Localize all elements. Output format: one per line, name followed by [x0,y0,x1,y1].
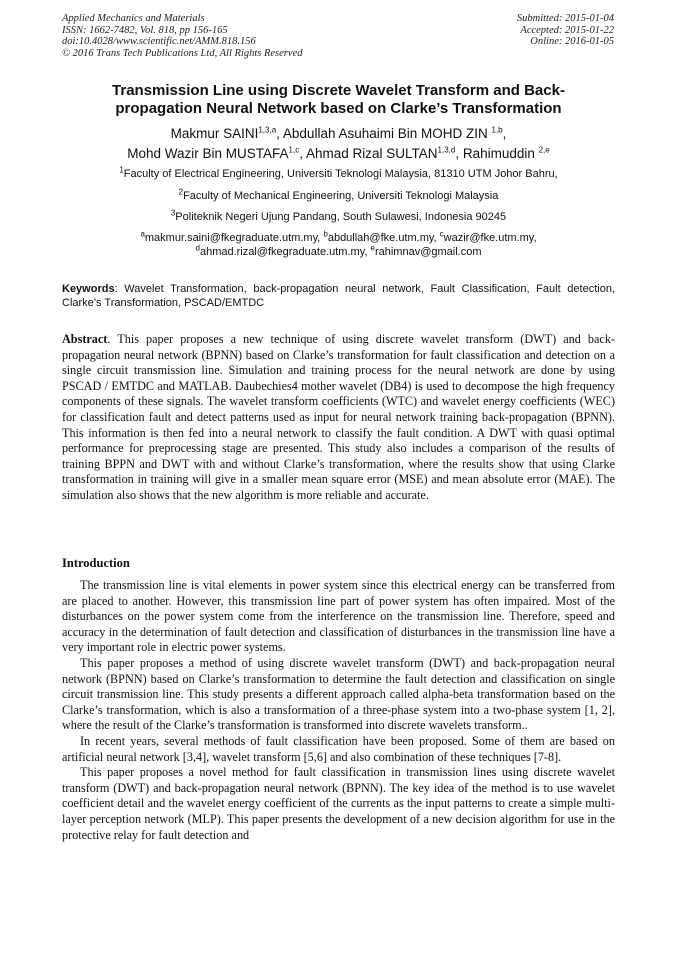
paragraph: In recent years, several methods of fault classification have been proposed. Some of them are based on artificial neural network [3,4], wavelet transform [5,6] and also combination of these techniques [7-8]. [62,733,615,764]
paragraph: This paper proposes a method of using discrete wavelet transform (DWT) and back-propagation neural network (BPNN) based on Clarke’s transformation to determine the fault detection and classification on single circuit transmission line. This study presents a different approach called alpha-beta transformation based on the Clarke’s transformation, which is also a transformation of a three-phase system into a two-phase system [1, 2], where the result of the Clarke’s transformation is transformed into discrete wavelets transform.. [62,655,615,733]
email-sup: e [370,242,375,252]
affiliation-text: Faculty of Electrical Engineering, Universiti Teknologi Malaysia, 81310 UTM Johor Bahru, [123,168,558,180]
email-sup: d [195,242,200,252]
submitted-date: Submitted: 2015-01-04 [516,13,614,24]
email-address: abdullah@fke.utm.my, [327,232,440,244]
keywords-label: Keywords [62,283,115,295]
affiliation-3 [62,208,615,224]
email-sup: c [439,229,444,239]
author-name: Mohd Wazir Bin MUSTAFA [127,146,289,161]
abstract-text: . This paper proposes a new technique of using discrete wavelet transform (DWT) and back-propagation neural network (BPNN) based on Clarke’s transformation for fault classification and detection on a single circuit transmission line. Simulation and training process for the neural network are done by using PSCAD / EMTDC and MATLAB. Daubechies4 mother wavelet (DB4) is used to decompose the high frequency components of these signals. The wavelet transform coefficients (WTC) and wavelet energy coefficients (WEC) for classification fault and detect patterns used as input for neural network training back-propagation (BPNN). This information is then fed into a neural network to classify the fault condition. A DWT with quasi optimal performance for preprocessing stage are presented. This study also includes a comparison of the results of training BPPN and DWT with and without Clarke’s transformation, where the results show that using Clarke transformation in training will give in a smaller mean square error (MSE) and mean absolute error (MAE). The simulation also shows that the new algorithm is more reliable and accurate. [62,332,615,502]
title-line-1: Transmission Line using Discrete Wavelet Transform and Back- [112,82,565,99]
author-sup: 1,b [491,125,503,135]
author-name: , Abdullah Asuhaimi Bin MOHD ZIN [276,126,492,141]
email-address: makmur.saini@fkegraduate.utm.my, [144,232,324,244]
affiliation-text: Faculty of Mechanical Engineering, Universiti Teknologi Malaysia [183,190,499,202]
keywords [62,283,615,310]
title-line-2: propagation Neural Network based on Clarke’s Transformation [115,100,562,117]
author-name: , Ahmad Rizal SULTAN [299,146,438,161]
author-name: , Rahimuddin [455,146,539,161]
affiliation-1 [62,165,615,181]
email-sup: a [140,229,145,239]
section-heading: Introduction [62,556,130,570]
email-sup: b [323,229,328,239]
accepted-date: Accepted: 2015-01-22 [520,24,614,36]
journal-name: Applied Mechanics and Materials [62,13,205,24]
author-sup: 1,3,a [258,125,277,135]
introduction-body [62,578,615,843]
journal-info [62,13,302,59]
journal-copyright: © 2016 Trans Tech Publications Ltd, All Rights Reserved [62,47,303,59]
author-sup: 2,e [538,145,550,155]
affiliation-sup: 3 [170,208,176,218]
paragraph: The transmission line is vital elements in power system since this electrical energy can be transferred from are placed to another. However, this transmission line part of power system has often impaired. Most of the disturbances on the power system come from the interference on the transmission line. Therefore, speed and accuracy in the determination of fault detection and classification of disturbances in the transmission line have a very important role in electric power systems. [62,578,615,655]
abstract-label: Abstract [62,332,108,346]
author-line-1 [62,124,615,144]
author-emails [62,229,615,259]
affiliation-text: Politeknik Negeri Ujung Pandang, South Sulawesi, Indonesia 90245 [175,211,507,223]
email-address: wazir@fke.utm.my, [443,232,537,244]
email-address: rahimnav@gmail.com [374,245,482,258]
author-line-2 [62,144,615,164]
author-separator: , [502,126,507,141]
abstract [62,332,615,504]
submission-dates [517,13,614,48]
journal-issn: ISSN: 1662-7482, Vol. 818, pp 156-165 [62,24,228,36]
email-line-1 [62,229,615,246]
paragraph: This paper proposes a novel method for fault classification in transmission lines using discrete wavelet transform (DWT) and back-propagation neural network (BPNN). The key idea of the method is to use wavelet coefficient detail and the wavelet energy coefficient of the currents as the input patterns to create a simple multi-layer perception network (MLP). This paper presents the development of a new decision algorithm for use in the protective relay for fault detection and [62,765,615,842]
affiliation-2 [62,187,615,203]
affiliation-sup: 1 [119,165,124,175]
author-sup: 1,c [288,145,300,155]
email-line-2 [62,242,615,260]
author-name: Makmur SAINI [170,126,259,141]
affiliation-sup: 2 [178,187,184,197]
paper-title [62,82,615,118]
online-date: Online: 2016-01-05 [530,36,614,47]
journal-doi: doi:10.4028/www.scientific.net/AMM.818.156 [62,36,256,47]
author-list [62,124,615,164]
email-address: ahmad.rizal@fkegraduate.utm.my, [199,245,371,258]
keywords-text: : Wavelet Transformation, back-propagation neural network, Fault Classification, Fault detection, Clarke’s Transformation, PSCAD/EMTDC [62,283,615,309]
author-sup: 1,3,d [437,145,456,155]
